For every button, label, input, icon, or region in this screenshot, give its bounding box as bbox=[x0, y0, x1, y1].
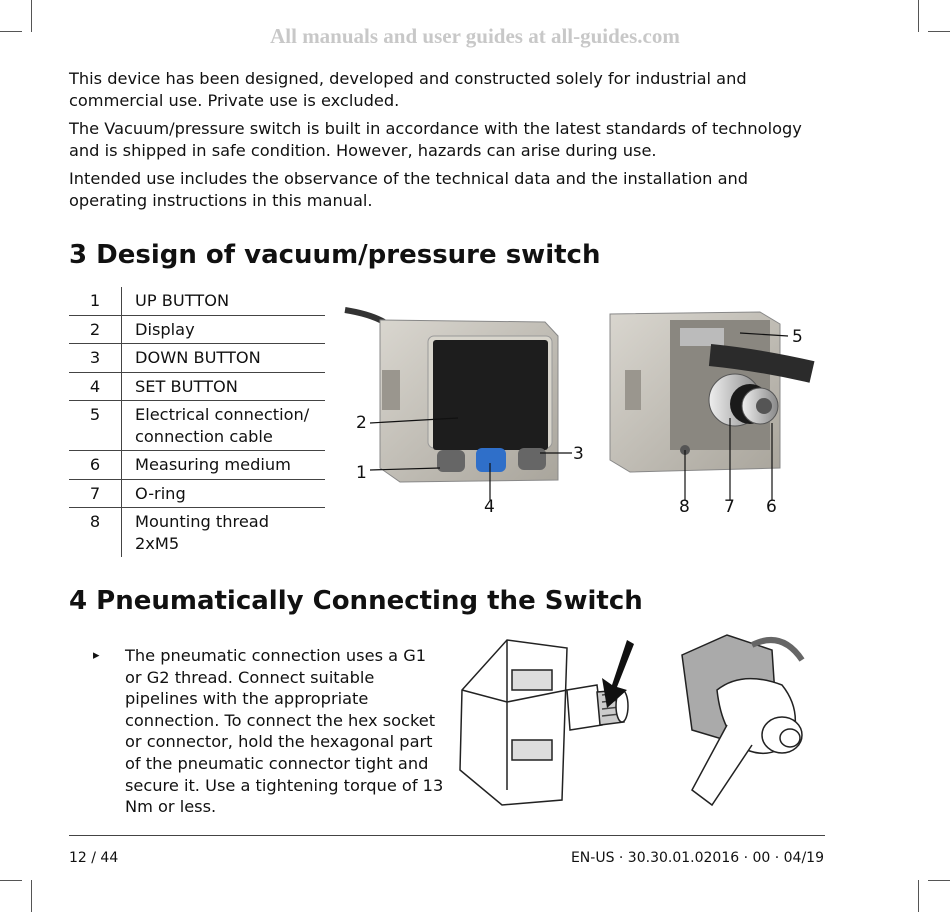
callout-label: 3 bbox=[573, 444, 584, 464]
page-number: 12 / 44 bbox=[69, 850, 119, 866]
part-label: Mounting thread 2xM5 bbox=[135, 512, 269, 553]
arrow-icon bbox=[602, 640, 634, 708]
callout-label: 2 bbox=[356, 413, 367, 433]
crop-mark bbox=[31, 880, 32, 912]
crop-mark bbox=[0, 880, 22, 881]
part-label: Display bbox=[135, 319, 195, 339]
part-label: Electrical connection/ connection cable bbox=[135, 405, 310, 446]
switch-front-view bbox=[345, 310, 558, 482]
table-row bbox=[69, 344, 325, 373]
wrench-illustration bbox=[682, 635, 802, 805]
part-label: SET BUTTON bbox=[135, 376, 238, 396]
intro-paragraph: The Vacuum/pressure switch is built in accordance with the latest standards of technology and is shipped in safe condition. However, hazards can arise during use. bbox=[69, 119, 802, 160]
connection-diagram bbox=[452, 630, 827, 820]
table-row bbox=[69, 401, 325, 451]
intro-paragraph: Intended use includes the observance of the technical data and the installation and operating instructions in this manual. bbox=[69, 169, 749, 210]
part-number: 6 bbox=[69, 451, 122, 480]
part-number: 4 bbox=[69, 372, 122, 401]
watermark: All manuals and user guides at all-guides.com bbox=[270, 24, 680, 48]
part-number: 1 bbox=[69, 287, 122, 315]
triangle-right-icon: ▸ bbox=[93, 648, 100, 663]
crop-mark bbox=[928, 880, 950, 881]
section-heading: 4 Pneumatically Connecting the Switch bbox=[69, 586, 643, 616]
callout-label: 7 bbox=[724, 497, 735, 517]
part-label: DOWN BUTTON bbox=[135, 348, 261, 367]
parts-table bbox=[69, 287, 325, 557]
part-number: 5 bbox=[69, 401, 122, 451]
part-label: Measuring medium bbox=[135, 455, 291, 474]
callout-label: 1 bbox=[356, 463, 367, 483]
switch-diagram bbox=[340, 300, 820, 520]
part-number: 8 bbox=[69, 508, 122, 558]
table-row bbox=[69, 508, 325, 558]
bullet-text: The pneumatic connection uses a G1 or G2 thread. Connect suitable pipelines with the appropriate connection. To connect the hex socket or connector, hold the hexagonal part of the pneumatic connector tight and secure it. Use a tightening torque of 13 Nm or less. bbox=[125, 646, 444, 817]
part-number: 3 bbox=[69, 344, 122, 373]
section-heading: 3 Design of vacuum/pressure switch bbox=[69, 240, 601, 270]
document-id: EN-US · 30.30.01.02016 · 00 · 04/19 bbox=[570, 850, 824, 866]
callout-label: 4 bbox=[484, 497, 495, 517]
part-number: 7 bbox=[69, 479, 122, 508]
table-row bbox=[69, 287, 325, 315]
part-number: 2 bbox=[69, 315, 122, 344]
part-label: O-ring bbox=[135, 483, 186, 503]
crop-mark bbox=[918, 880, 919, 912]
callout-label: 5 bbox=[792, 327, 803, 347]
callout-label: 6 bbox=[766, 497, 777, 517]
callout-label: 8 bbox=[679, 497, 690, 517]
table-row bbox=[69, 479, 325, 508]
table-row bbox=[69, 372, 325, 401]
footer-rule bbox=[69, 835, 825, 836]
part-label: UP BUTTON bbox=[135, 291, 230, 310]
switch-thread-illustration bbox=[460, 640, 628, 805]
table-row bbox=[69, 315, 325, 344]
intro-paragraph: This device has been designed, developed and constructed solely for industrial and commercial use. Private use is excluded. bbox=[69, 69, 747, 110]
table-row bbox=[69, 451, 325, 480]
